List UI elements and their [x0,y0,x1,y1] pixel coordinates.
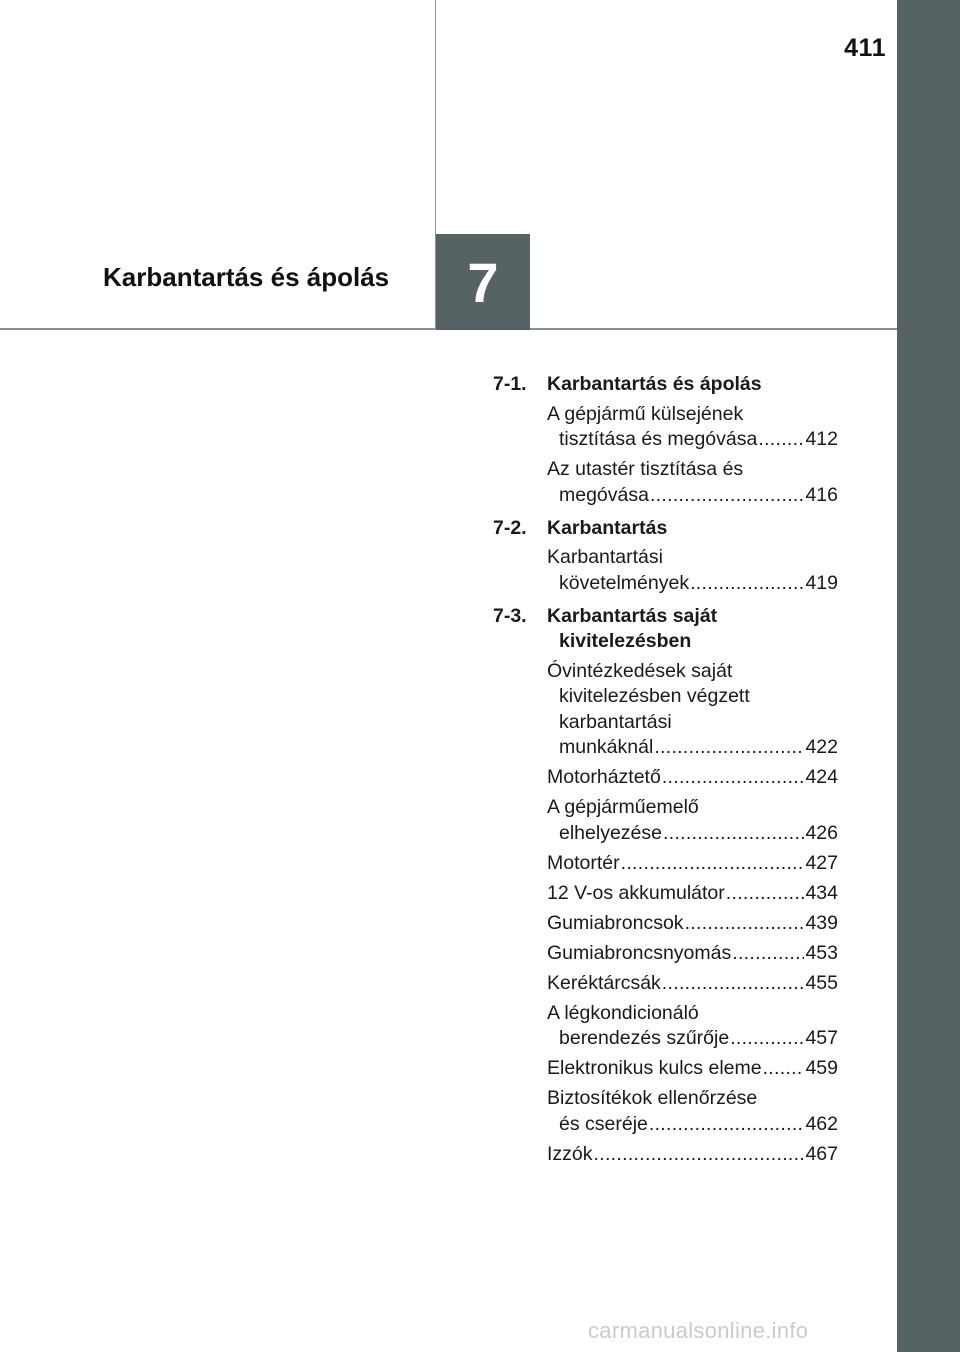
toc-entry-jack-positioning[interactable]: A gépjárműemelő elhelyezése ..... 426 [547,795,838,846]
toc-entry-ac-filter[interactable]: A légkondicionáló berendezés szűrője ..... 457 [547,1001,838,1052]
toc-entry-engine-compartment[interactable]: Motortér ..... 427 [547,851,838,877]
page-ref: 457 [805,1027,838,1049]
page-ref: 412 [805,428,838,450]
page-ref: 422 [805,736,838,758]
toc-entry-diy-precautions[interactable]: Óvintézkedések saját kivitelezésben végzett karbantartási munkáknál ..... 422 [547,659,838,761]
page-number: 411 [844,34,886,62]
watermark: carmanualsonline.info [588,1318,809,1343]
section-number: 7-1. [493,373,527,395]
section-number: 7-2. [493,516,527,539]
toc-entry-tires[interactable]: Gumiabroncsok ..... 439 [547,911,838,937]
page-ref: 434 [805,881,838,904]
page-ref: 439 [805,911,838,934]
toc-section-7-3[interactable] [493,604,838,655]
chapter-number: 7 [467,250,499,314]
section-number: 7-3. [493,604,527,627]
section-title: Karbantartás [547,516,668,539]
page-ref: 426 [805,821,838,844]
page-ref: 455 [805,971,838,994]
page-ref: 416 [805,483,838,506]
page-ref: 462 [805,1112,838,1135]
page-ref: 427 [805,851,838,874]
page-ref: 459 [805,1057,838,1079]
table-of-contents [493,372,838,1172]
toc-entry-fuses[interactable]: Biztosítékok ellenőrzése és cseréje ..... 462 [547,1086,838,1137]
page-ref: 453 [805,941,838,964]
toc-entry-tire-pressure[interactable]: Gumiabroncsnyomás ..... 453 [547,941,838,967]
chapter-title: Karbantartás és ápolás [103,262,390,292]
toc-entry-interior-cleaning[interactable]: Az utastér tisztítása és megóvása ..... 416 [547,457,838,508]
section-title: Karbantartás saját kivitelezésben [547,604,718,652]
toc-section-7-2[interactable] [493,516,838,542]
toc-section-7-1[interactable] [493,372,838,398]
page-ref: 467 [805,1142,838,1165]
page-ref: 424 [805,766,838,788]
section-title: Karbantartás és ápolás [547,373,762,395]
toc-entry-key-battery[interactable]: Elektronikus kulcs eleme ..... 459 [547,1056,838,1082]
page-ref: 419 [805,571,838,594]
toc-entry-maintenance-requirements[interactable]: Karbantartási követelmények ..... 419 [547,545,838,596]
toc-entry-exterior-cleaning[interactable]: A gépjármű külsejének tisztítása és megóvása ..... 412 [547,402,838,453]
toc-entry-12v-battery[interactable]: 12 V-os akkumulátor ..... 434 [547,881,838,907]
toc-entry-hood[interactable]: Motorháztető ..... 424 [547,765,838,791]
chapter-number-box [436,234,530,330]
chapter-side-tab [897,0,960,1352]
toc-entry-wheels[interactable]: Keréktárcsák ..... 455 [547,971,838,997]
toc-entry-bulbs[interactable]: Izzók ..... 467 [547,1142,838,1168]
